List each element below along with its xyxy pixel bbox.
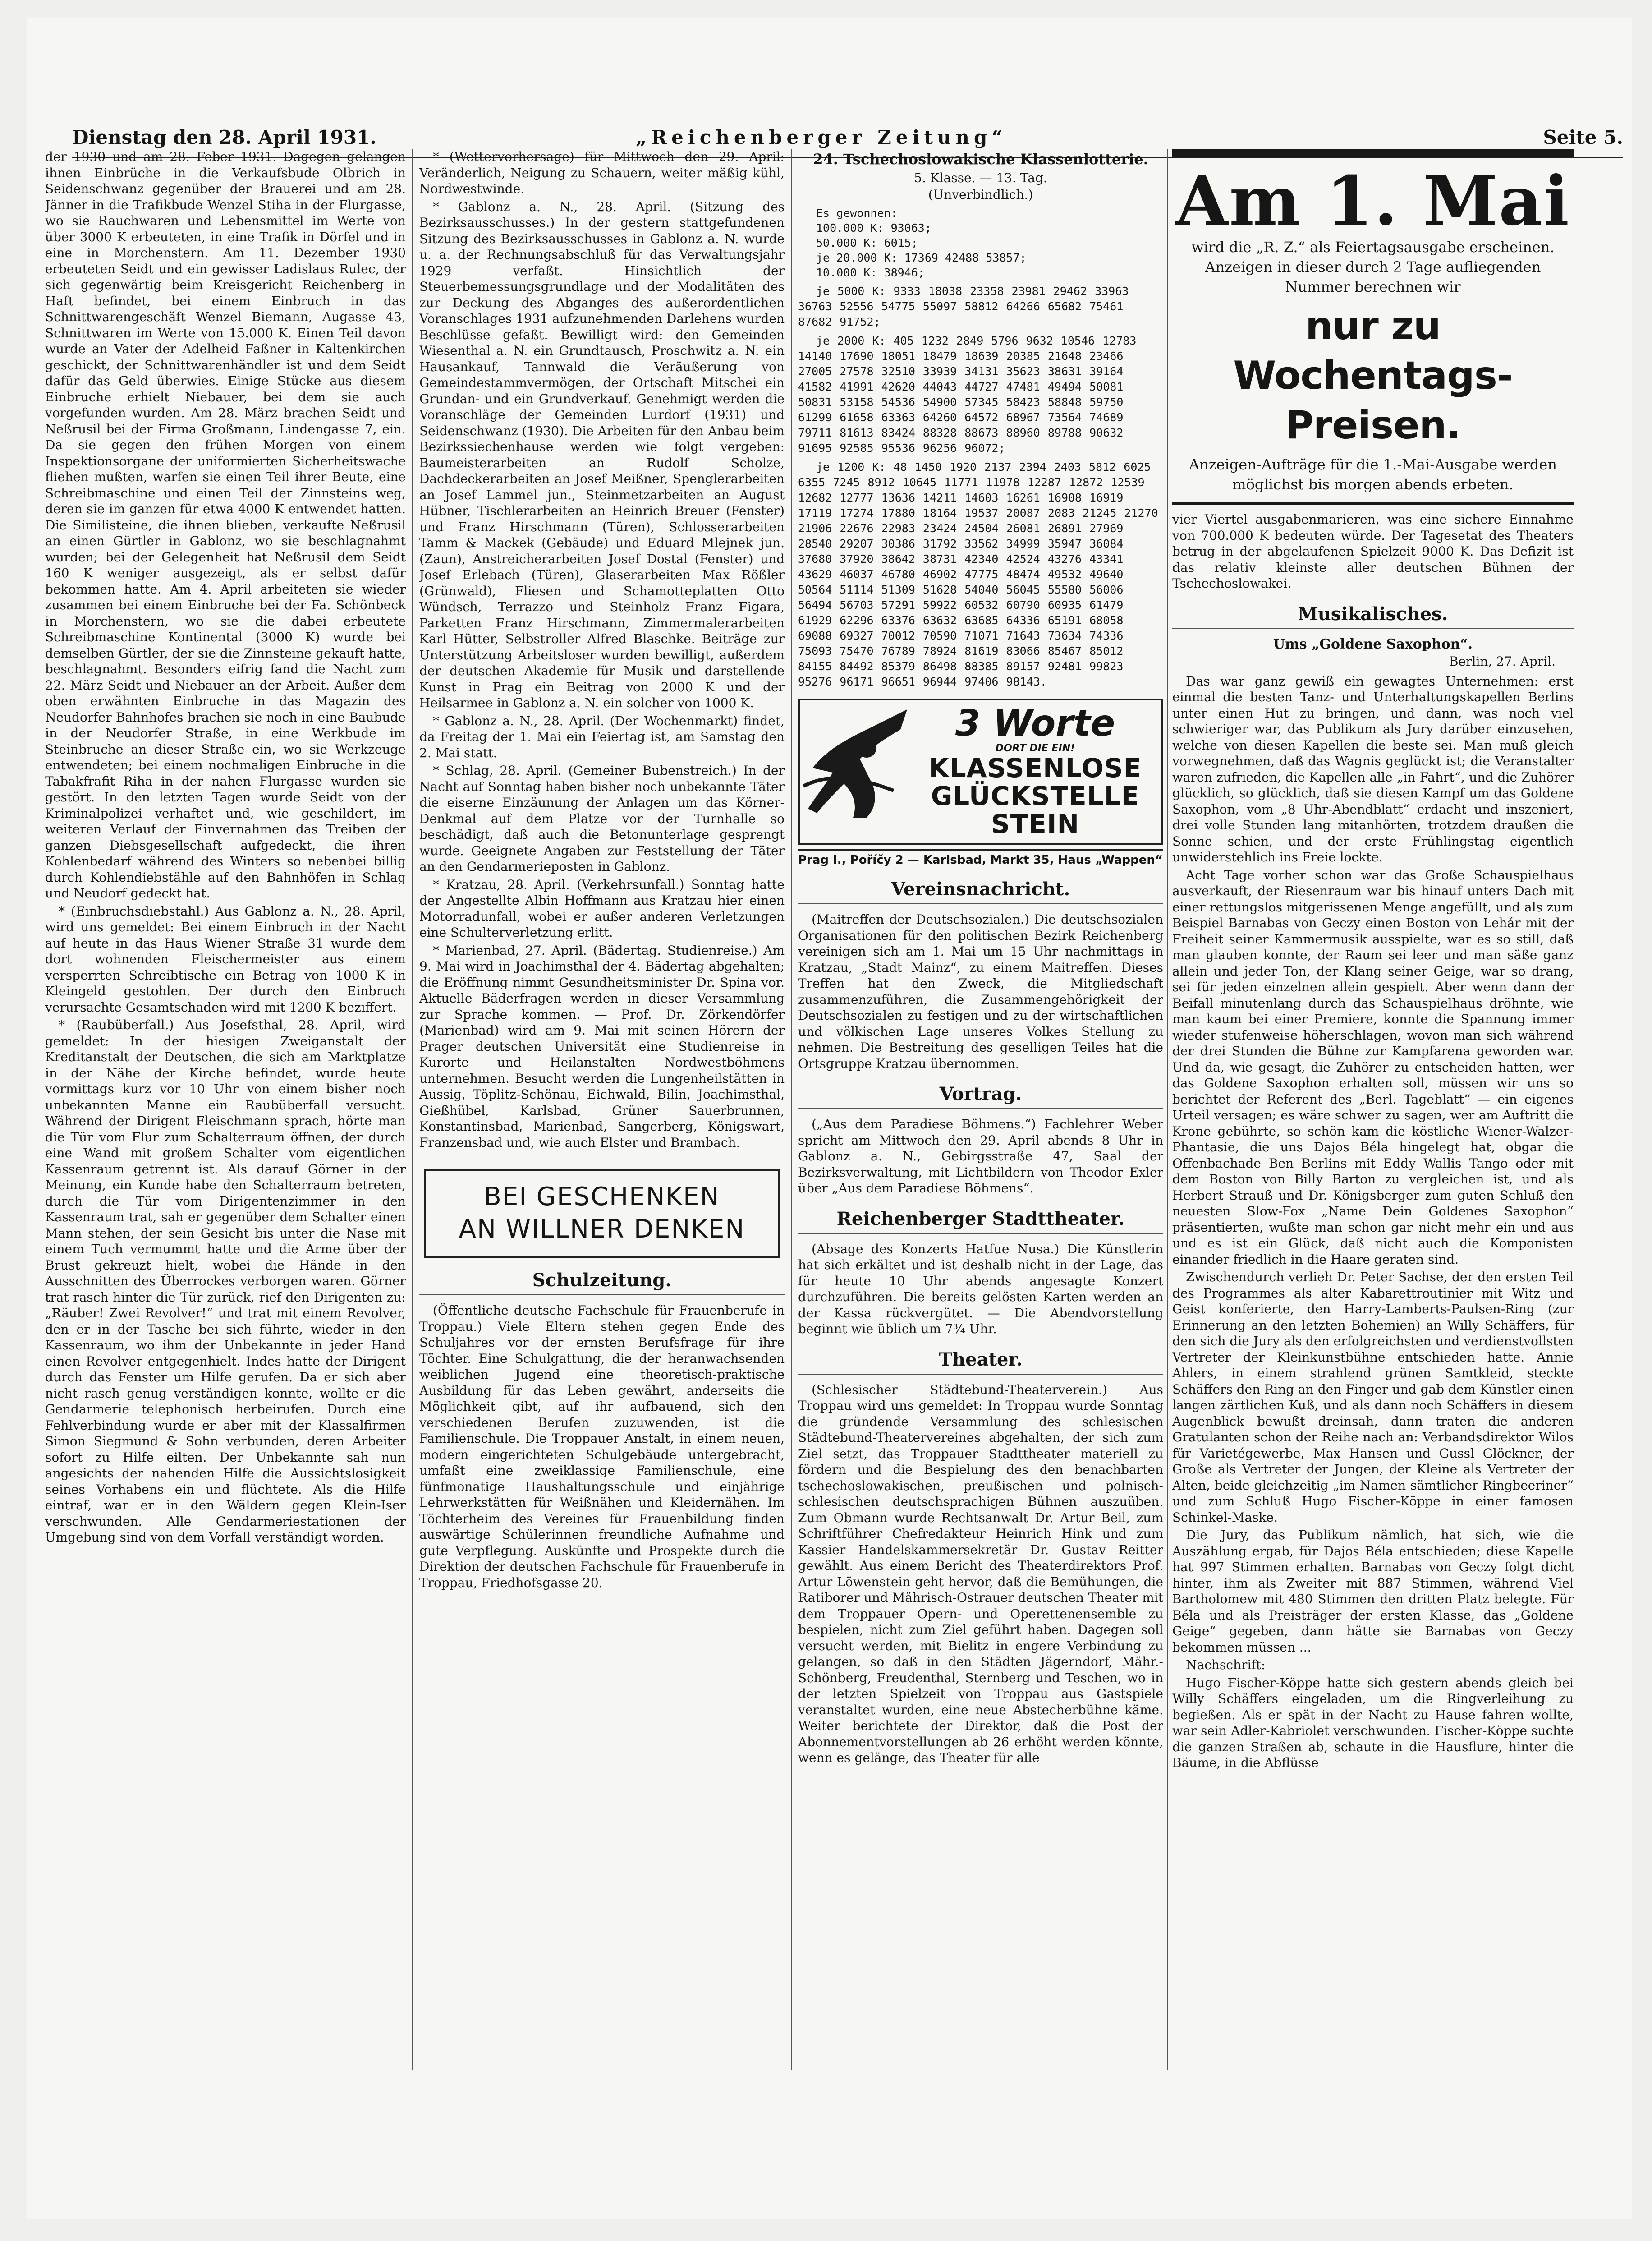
article-paragraph: Acht Tage vorher schon war das Große Schauspielhaus ausverkauft, der Riesenraum war bis hinauf unters Dach mit einer rettungslos mitgerissenen Menge angefüllt, und als zum Beispiel Barnabas von Geczy einen Boston von Lehár mit der Freiheit seiner Kammermusik ausspielte, war es so still, daß man glauben konnte, der Raum sei leer und man säße ganz allein und jeder Ton, der Klang seiner Geige, war so drang, sei für jeden einzelnen allein gespielt. Aber wenn dann der Beifall minutenlang durch das Schauspielhaus dröhnte, wie man kaum bei einer Premiere, konnte die Spannung immer wieder stufenweise höherschlagen, wovon man sich während der drei Stunden die Bühne zur Kampfarena geworden war. Und da, wie gesagt, die Zuhörer zu entscheiden hatten, wer das Goldene Saxophon erhalten soll, müssen wir uns so berichtet der Referent des „Berl. Tageblatt“ — ein eigenes Urteil versagen; es wäre schwer zu sagen, wer am Auftritt die Krone gebührte, so schön kam die köstliche Wiener-Walzer-Phantasie, die uns Dajos Béla hingelegt hat, obgar die Offenbachade Ben Berlins mit Eddy Wallis Tango oder mit dem Boston von Billy Barton zu vergleichen ist, und als Herbert Strauß und Dr. Königsberger zum guten Schluß den neuesten Slow-Fox „Name Dein Goldenes Saxophon“ präsentierten, wußte man schon gar nicht mehr ein und aus und es ist ein Glück, daß nicht auch die Komponisten einander friedlich in die Haare geraten sind. (1172, 867, 1574, 1267)
lottery-win: je 20.000 K: 17369 42488 53857; (816, 251, 1027, 264)
article-paragraph: (Maitreffen der Deutschsozialen.) Die deutschsozialen Organisationen für den politischen Bezirk Reichenberg vereinigen sich am 1. Mai um 15 Uhr nachmittags in Kratzau, „Stadt Mainz“, zu einem Maitreffen. Dieses Treffen hat den Zweck, die Mitgliedschaft zusammenzuführen, die Zusammengehörigkeit der Deutschsozialen zu festigen und zu der wirtschaftlichen und völkischen Lage unseres Volkes Stellung zu nehmen. Die Bestreitung des geselligen Teiles hat die Ortsgruppe Kratzau übernommen. (798, 912, 1163, 1071)
section-heading: Vortrag. (798, 1083, 1163, 1109)
article-paragraph: Hugo Fischer-Köppe hatte sich gestern abends gleich bei Willy Schäffers eingeladen, um die Ringverleihung zu begießen. Als er spät in der Nacht zu Hause fahren wollte, war sein Adler-Kabriolet verschwunden. Fischer-Köppe suchte die ganzen Straßen ab, schaute in die Hausflure, hinter die Bäume, in die Abflüsse (1172, 1675, 1574, 1770)
theater-text (798, 1382, 1163, 1766)
lottery-label: je 5000 K: (816, 285, 886, 298)
stein-text-block (913, 704, 1158, 838)
lottery-label: Es gewonnen: (816, 207, 898, 220)
lottery-numbers: 9333 18038 23358 23981 29462 33963 36763 52556 54775 55097 58812 64266 65682 75461 87682 91752; (798, 285, 1129, 328)
lottery-win: 10.000 K: 38946; (816, 266, 925, 279)
article-paragraph: (Absage des Konzerts Hatfue Nusa.) Die Künstlerin hat sich erkältet und ist deshalb nicht in der Lage, das für heute 10 Uhr abends angesagte Konzert durchzuführen. Die bereits gelösten Karten werden an der Kassa rückvergütet. — Die Abendvorstellung beginnt wie üblich um 7¾ Uhr. (798, 1241, 1163, 1336)
lottery-label: je 2000 K: (816, 334, 886, 347)
willner-advertisement (424, 1169, 780, 1258)
column-rule (1167, 149, 1168, 2070)
stadttheater-text (798, 1241, 1163, 1337)
stein-line: STEIN (991, 809, 1080, 839)
article-paragraph: Nachschrift: (1186, 1657, 1266, 1672)
section-heading: Reichenberger Stadttheater. (798, 1208, 1163, 1234)
article-paragraph: Die Jury, das Publikum nämlich, hat sich, wie die Auszählung ergab, für Dajos Béla entschieden; diese Kapelle hat 997 Stimmen erhalten. Barnabas von Geczy folgt dicht hinter, ihm als Zweiter mit 887 Stimmen, während Viel Bartholomew mit 480 Stimmen den dritten Platz belegte. Für Béla und als Preisträger der ersten Klasse, das „Goldene Geige“ gegeben, dann hätte sie Barnabas von Geczy bekommen müssen ... (1172, 1528, 1574, 1655)
article-dateline: Berlin, 27. April. (1449, 653, 1556, 669)
stein-address: Prag I., Poříčy 2 — Karlsbad, Markt 35, Haus „Wappen“ (798, 849, 1163, 867)
article-title: Ums „Goldene Saxophon“. (1273, 636, 1473, 652)
stein-line: KLASSENLOSE (928, 753, 1142, 783)
article-paragraph: Das war ganz gewiß ein gewagtes Unternehmen: erst einmal die besten Tanz- und Unterhaltungskapellen Berlins unter einen Hut zu bringen, und dann, was noch viel schwieriger war, das Publikum als Jury darüber einzusehen, welche von diesen Kapellen die beste sei. Man muß gleich vorwegnehmen, daß das Wagnis geglückt ist; die Veranstalter waren zufrieden, die Kapellen alle „in Fahrt“, und die Zuhörer glücklich, so glücklich, daß sie diesen Kampf um das Goldene Saxophon, vom „8 Uhr-Abendblatt“ erdacht und inszeniert, drei volle Stunden lang mitanhörten, trotzdem draußen die Sonne schien, und der erste Frühlingstag eigentlich unwiderstehlich ins Freie lockte. (1172, 673, 1574, 865)
column-1-text (45, 149, 406, 1546)
article-paragraph: der 1930 und am 28. Feber 1931. Dagegen gelangen ihnen Einbrüche in die Verkaufsbude Olbrich in Seidenschwanz gegenüber der Brauerei und am 28. Jänner in die Trafikbude Wenzel Stiha in der Flurgasse, wo sie Rauchwaren und Lebensmittel im Werte von über 3000 K erbeuteten, in eine Trafik in Dörfel und in eine in Morchenstern. Am 11. Dezember 1930 erbeuteten Seidt und ein gewisser Ladislaus Rulec, der sich gegenwärtig beim Kreisgericht Reichenberg in Haft befindet, bei einem Einbruch in das Schnittwarengeschäft Wenzel Biemann, Augasse 43, Schnittwaren im Werte von 15.000 K. Einen Teil davon wurde an Vater der Adelheid Faßner in Kaltenkirchen geschickt, der Schnittwarenhändler ist und dem Seidt dafür das Geld überwies. Einige Stücke aus diesem Einbruche erhielt Niebauer, bei dem sie auch vorgefunden wurden. Am 28. März brachen Seidt und Neßrusil bei der Firma Großmann, Lindengasse 7, ein. Da sie gegen den frühen Morgen von einem Inspektionsorgane der uniformierten Sicherheitswache fliehen mußten, warfen sie einen Teil ihrer Beute, eine Schreibmaschine und einen Teil der Zinnsteins weg, deren sie im ganzen für etwa 4000 K entwendet hatten. Die Similisteine, die ihnen blieben, verkaufte Neßrusil an einen Gürtler in Gablonz, wo sie beschlagnahmt wurden; bei der Gelegenheit hat Neßrusil dem Seidt 160 K weniger ausgezeigt, als er selbst dafür bekommen hatte. Am 4. April arbeiteten sie wieder zusammen bei einem Einbruche bei der Fa. Schönbeck in Morchenstern, wo sie die dabei erbeutete Schreibmaschine Kontinental (3000 K) wurde bei demselben Gürtler, der sie die Zinnsteine gekauft hatte, beschlagnahmt. Besonders eifrig fand die Nacht zum 22. März Seidt und Niebauer an der Arbeit. Außer dem oben erwähnten Einbruche in das Magazin des Neudorfer Bahnhofes brachen sie noch in eine Baubude in der Neudorfer Straße, in eine Werkbude im Steinbruche an dieser Straße ein, wo sie Werkzeuge entwendeten; bei einem nochmaligen Einbruche in die Tabakfrafit Riha in der nahen Flurgasse wurden sie gestört. In den letzten Tagen wurde Seidt von der Kriminalpolizei verhaftet und, wie geschildert, im weiteren Verlauf der Einvernahmen das Treiben der ganzen Diebsgesellschaft aufgedeckt, die ihren Kohlenbedarf während des Winters so nebenbei billig durch Kohlendiebstähle auf den Bahnhöfen in Schlag und Neudorf gedeckt hat. (45, 149, 406, 901)
article-paragraph: * (Raubüberfall.) Aus Josefsthal, 28. April, wird gemeldet: In der hiesigen Zweiganstalt der Kreditanstalt der Deutschen, die sich am Marktplatze in der Nähe der Kirche befindet, wurde heute vormittags kurz vor 10 Uhr von einem bisher noch unbekannten Manne ein Raubüberfall versucht. Während der Dirigent Fleischmann sprach, hörte man die Tür vom Flur zum Schalterraum öffnen, der durch eine Wand mit großem Schalter vom eigentlichen Kassenraum getrennt ist. Als darauf Görner in der Meinung, ein Kunde habe den Schalterraum betreten, durch die Tür vom Dirigentenzimmer in den Kassenraum trat, sah er gegenüber dem Schalter einen Mann stehen, der sein Gesicht bis unter die Nase mit einem Tuch vermummt hatte und die Arme über der Brust gekreuzt hielt, wobei die Hände in den Ausschnitten des Überrockes verborgen waren. Görner trat rasch hinter die Tür zurück, rief den Dirigenten zu: „Räuber! Zwei Revolver!“ und trat mit einem Revolver, den er in der Tasche bei sich führte, wieder in den Kassenraum, wo ihm der Unbekannte in jeder Hand einen Revolver entgegenhielt. Indes hatte der Dirigent durch das Fenster um Hilfe gerufen. Da er sich aber nicht rasch genug verständigen konnte, wollte er die Gendarmerie telephonisch herbeirufen. Durch eine Fehlverbindung wurde er aber mit der Klassalfirmen Simon Siegmund & Sohn verbunden, deren Arbeiter sofort zu Hilfe eilten. Der Unbekannte sah nun angesichts der nahenden Hilfe die Aussichtslosigkeit seines Vorhabens ein und flüchtete. Als die Hilfe eintraf, war er in den Wäldern gegen Klein-Iser verschwunden. Alle Gendarmeriestationen der Umgebung sind von dem Vorfall verständigt worden. (45, 1017, 406, 1545)
section-heading: Musikalisches. (1172, 603, 1574, 629)
issue-date: Dienstag den 28. April 1931. (72, 126, 376, 148)
article-paragraph: * Schlag, 28. April. (Gemeiner Bubenstreich.) In der Nacht auf Sonntag haben bisher noch unbekannte Täter die eiserne Einzäunung der Anlagen um das Körner-Denkmal auf dem Platze vor der Turnhalle so beschädigt, daß auch die Betonunterlage gesprengt wurde. Geeignete Angaben zur Feststellung der Täter an den Gendarmerieposten in Gablonz. (419, 763, 785, 874)
lottery-note: (Unverbindlich.) (928, 187, 1033, 202)
theater-continuation (1172, 511, 1574, 592)
section-heading: Vereinsnachricht. (798, 879, 1163, 904)
article-paragraph: * Gablonz a. N., 28. April. (Sitzung des Bezirksausschusses.) In der gestern stattgefundenen Sitzung des Bezirksausschusses in Gablonz a. N. wurde u. a. der Rechnungsabschluß für das Verwaltungsjahr 1929 verfaßt. Hinsichtlich der Steuerbemessungsgrundlage und der Modalitäten des zur Deckung des Abganges des außerordentlichen Voranschlages 1931 aufzunehmenden Darlehens wurden Beschlüsse gefaßt. Bewilligt wird: den Gemeinden Wiesenthal a. N. ein Grundtausch, Proschwitz a. N. ein Hausankauf, Tannwald die Veräußerung von Gemeindestammvermögen, der Ortschaft Mitschei ein Grundan- und ein Grundverkauf. Genehmigt werden die Voranschläge der Gemeinden Lurdorf (1931) und Seidenschwanz (1930). Die Arbeiten für den Anbau beim Bezirkssiechenhause werden wie folgt vergeben: Baumeisterarbeiten an Rudolf Scholze, Dachdeckerarbeiten an Josef Meißner, Spenglerarbeiten an Josef Lammel jun., Steinmetzarbeiten an August Hübner, Tischlerarbeiten an Heinrich Breuer (Fenster) und Franz Hirschmann (Türen), Schlosserarbeiten Tamm & Mackek (Gebäude) und Eduard Mlejnek jun. (Zaun), Anstreicherarbeiten Josef Dostal (Fenster) und Josef Erlebach (Türen), Glaserarbeiten Max Rößler (Grünwald), Fliesen und Schamotteplatten Otto Wündsch, Terrazzo und Steinholz Franz Figara, Parketten Franz Hirschmann, Zimmermalerarbeiten Karl Hütter, Selbstroller Alfred Blaschke. Beiträge zur Unterstützung Arbeitsloser wurden bewilligt, außerdem der deutschen Akademie für Musik und darstellende Kunst in Prag ein Beitrag von 2000 K und der Heilsarmee in Gablonz a. N. ein solcher von 1000 K. (419, 199, 785, 710)
column-rule (412, 149, 413, 2070)
lottery-label: je 1200 K: (816, 460, 886, 474)
may-day-text: wird die „R. Z.“ als Feiertagsausgabe erscheinen. Anzeigen in dieser durch 2 Tage aufliegenden Nummer berechnen wir (1191, 239, 1555, 295)
lottery-class: 5. Klasse. — 13. Tag. (914, 170, 1047, 185)
article-paragraph: * (Wettervorhersage) für Mittwoch den 29. April: Veränderlich, Neigung zu Schauern, weiter mäßig kühl, Nordwestwinde. (419, 149, 785, 196)
column-2 (419, 149, 785, 2070)
column-3 (798, 149, 1163, 2070)
stein-tagline: DORT DIE EIN! (995, 743, 1075, 754)
lottery-win: 100.000 K: 93063; (816, 221, 932, 235)
verein-text (798, 911, 1163, 1072)
section-heading: Schulzeitung. (419, 1270, 785, 1295)
lottery-5000-numbers (798, 284, 1163, 330)
page-number: Seite 5. (1543, 126, 1623, 148)
ad-line: AN WILLNER DENKEN (459, 1215, 745, 1244)
column-1 (45, 149, 406, 2070)
article-paragraph: („Aus dem Paradiese Böhmens.“) Fachlehrer Weber spricht am Mittwoch den 29. April abends 8 Uhr in Gablonz a. N., Gebirgsstraße 47, Saal der Bezirksverwaltung, mit Lichtbildern von Theodor Exler über „Aus dem Paradiese Böhmens“. (798, 1117, 1163, 1196)
lottery-win: 50.000 K: 6015; (816, 236, 918, 249)
may-day-footer: Anzeigen-Aufträge für die 1.-Mai-Ausgabe werden möglichst bis morgen abends erbeten. (1189, 456, 1557, 493)
column-2-text (419, 149, 785, 1150)
article-paragraph: * Gablonz a. N., 28. April. (Der Wochenmarkt) findet, da Freitag der 1. Mai ein Feiertag ist, am Samstag den 2. Mai statt. (419, 713, 785, 760)
may-day-title: Am 1. Mai (1175, 161, 1570, 241)
stein-advertisement (798, 699, 1163, 845)
lottery-2000-numbers (798, 333, 1163, 456)
vortrag-text (798, 1116, 1163, 1196)
musik-text (1172, 673, 1574, 1771)
article-paragraph: (Öffentliche deutsche Fachschule für Frauenberufe in Troppau.) Viele Eltern stehen gegen Ende des Schuljahres vor der ernsten Berufsfrage für ihre Töchter. Eine Schulgattung, die der heranwachsenden weiblichen Jugend eine theoretisch-praktische Ausbildung für das Leben gewährt, anderseits die Möglichkeit gibt, auf ihr aufbauend, sich den verschiedenen Berufen zuzuwenden, ist die Familienschule. Die Troppauer Anstalt, in einem neuen, modern eingerichteten Schulgebäude untergebracht, umfaßt eine zweiklassige Familienschule, eine fünfmonatige Haushaltungsschule und einjährige Lehrwerkstätten für Weißnähen und Kleidernähen. Im Töchterheim des Vereines für Frauenbildung finden auswärtige Schülerinnen freundliche Aufnahme und gute Verpflegung. Auskünfte und Prospekte durch die Direktion der deutschen Fachschule für Frauenberufe in Troppau, Friedhofsgasse 20. (419, 1303, 785, 1590)
newspaper-title: „Reichenberger Zeitung“ (636, 126, 1007, 148)
column-rule (791, 149, 792, 2070)
article-paragraph: * Kratzau, 28. April. (Verkehrsunfall.) Sonntag hatte der Angestellte Albin Hoffmann aus Kratzau hier einen Motorradunfall, wobei er außer anderen Verletzungen eine Schulterverletzung erlitt. (419, 877, 785, 940)
lottery-title: 24. Tschechoslowakische Klassenlotterie. (813, 151, 1148, 168)
section-heading: Theater. (798, 1349, 1163, 1375)
article-paragraph: vier Viertel ausgabenmarieren, was eine sichere Einnahme von 700.000 K bedeuten würde. Der Tagesetat des Theaters betrug in der abgelaufenen Spielzeit 9000 K. Das Defizit ist das relativ kleinste aller deutschen Bühnen der Tschechoslowakei. (1172, 512, 1574, 591)
article-paragraph: * (Einbruchsdiebstahl.) Aus Gablonz a. N., 28. April, wird uns gemeldet: Bei einem Einbruch in der Nacht auf heute in das Haus Wiener Straße 31 wurde dem dort wohnenden Fleischermeister aus einem versperrten Schreibtische ein Betrag von 1000 K in Kleingeld gestohlen. Der durch den Einbruch verursachte Gesamtschaden wird mit 1200 K beziffert. (45, 903, 406, 1015)
may-day-notice (1172, 149, 1574, 505)
article-paragraph: Zwischendurch verlieh Dr. Peter Sachse, der den ersten Teil des Programmes als alter Kabarettroutinier mit Witz und Geist konferierte, den Harry-Lamberts-Paulsen-Ring (zur Erinnerung an den letzten Bohemien) an Willy Schäffers, für den sich die Jury als den erfolgreichsten und verdienstvollsten Vertreter der Kleinkunstbühne entschieden hatte. Annie Ahlers, in einem strahlend grünen Samtkleid, steckte Schäffers den Ring an den Finger und gab dem Künstler einen langen zärtlichen Kuß, und als dann noch Schäffers in diesem Augenblick bewußt dreinsah, dann traten die anderen Gratulanten schon der Reihe nach an: Verbandsdirektor Wilos für Varietégewerbe, Max Hansen und Gussl Glöckner, der Große als Vertreter der Jungen, der Kleine als Vertreter der Alten, beide gleichzeitig „im Namen sämtlicher Ringbeeriner“ und zum Schluß Hugo Fischer-Köppe in einer famosen Schinkel-Maske. (1172, 1270, 1574, 1525)
article-paragraph: (Schlesischer Städtebund-Theaterverein.) Aus Troppau wird uns gemeldet: In Troppau wurde Sonntag die gründende Versammlung des schlesischen Städtebund-Theatervereines abgehalten, der sich zum Ziel setzt, das Troppauer Stadttheater materiell zu fördern und die Bespielung des den benachbarten tschechoslowakischen, preußischen und polnisch-schlesischen deutschsprachigen Bühnen auszuüben. Zum Obmann wurde Rechtsanwalt Dr. Artur Beil, zum Schriftführer Chefredakteur Heinrich Hink und zum Kassier Handelskammersekretär Dr. Gustav Reitter gewählt. Aus einem Bericht des Theaterdirektors Prof. Artur Löwenstein geht hervor, daß die Bemühungen, die Ratiborer und Mährisch-Ostrauer deutschen Theater mit dem Troppauer Opern- und Operettenensemble zu bespielen, nicht zum Ziel geführt haben. Dagegen soll versucht werden, mit Bielitz in engere Verbindung zu gelangen, so daß in den Städten Jägerndorf, Mähr.-Schönberg, Freudenthal, Sternberg und Teschen, wo in der letzten Spielzeit von Troppau aus Gastspiele veranstaltet wurden, eine neue Abstecherbühne käme. Weiter berichtete der Direktor, daß die Post der Abonnementvorstellungen ab 26 erhöht werden könnte, wenn es gelänge, das Theater für alle (798, 1382, 1163, 1765)
figure-illustration (803, 705, 916, 822)
lottery-numbers: 405 1232 2849 5796 9632 10546 12783 14140 17690 18051 18479 18639 20385 21648 23466 27005 27578 32510 33939 34131 35623 38631 39164 41582 41991 42620 44043 44727 47481 49494 50081 50831 53158 54536 54900 57345 58423 58848 59750 61299 61658 63363 64260 64572 68967 73564 74689 79711 81613 83424 88328 88673 88960 89788 90632 91695 92585 95536 96256 96072; (798, 334, 1137, 455)
article-paragraph: * Marienbad, 27. April. (Bädertag. Studienreise.) Am 9. Mai wird in Joachimsthal der 4. Bädertag abgehalten; die Eröffnung nimmt Gesundheitsminister Dr. Spina vor. Aktuelle Bäderfragen werden in dieser Versammlung zur Sprache kommen. — Prof. Dr. Zörkendörfer (Marienbad) wird am 9. Mai mit seinen Hörern der Prager deutschen Universität eine Studienreise in Kurorte und Heilanstalten Nordwestböhmens unternehmen. Besucht werden die Lungenheilstätten in Aussig, Töplitz-Schönau, Eichwald, Bilin, Joachimsthal, Gießhübel, Karlsbad, Grüner Sauerbrunnen, Konstantinsbad, Marienbad, Sangerberg, Königswart, Franzensbad und, wie auch Elster und Brambach. (419, 943, 785, 1150)
stein-brand: 3 Worte (955, 702, 1115, 744)
schulzeitung-text (419, 1302, 785, 1591)
ad-line: BEI GESCHENKEN (484, 1182, 720, 1211)
lottery-1200-numbers (798, 460, 1163, 690)
may-day-price: nur zu Wochentags-Preisen. (1233, 304, 1513, 448)
column-4 (1172, 149, 1574, 2070)
lottery-numbers: 48 1450 1920 2137 2394 2403 5812 6025 6355 7245 8912 10645 11771 11978 12287 12872 12539 12682 12777 13636 14211 14603 16261 16908 16919 17119 17274 17880 18164 19537 20087 2083 21245 21270 21906 22676 22983 23424 24504 26081 26891 27969 28540 29207 30386 31792 33562 34999 35947 36084 37680 37920 38642 38731 42340 42524 43276 43341 43629 46037 46780 46902 47775 48474 49532 49640 50564 51114 51309 51628 54040 56045 55580 56006 56494 56703 57291 59922 60532 60790 60935 61479 61929 62296 63376 63632 63685 64336 65191 68058 69088 69327 70012 70590 71071 71643 73634 74336 75093 75470 76789 78924 81619 83066 85467 85012 84155 84492 85379 86498 88385 89157 92481 99823 95276 96171 96651 96944 97406 98143. (798, 460, 1158, 688)
lottery-top-wins (816, 206, 1163, 280)
stein-line: GLÜCKSTELLE (931, 781, 1140, 811)
